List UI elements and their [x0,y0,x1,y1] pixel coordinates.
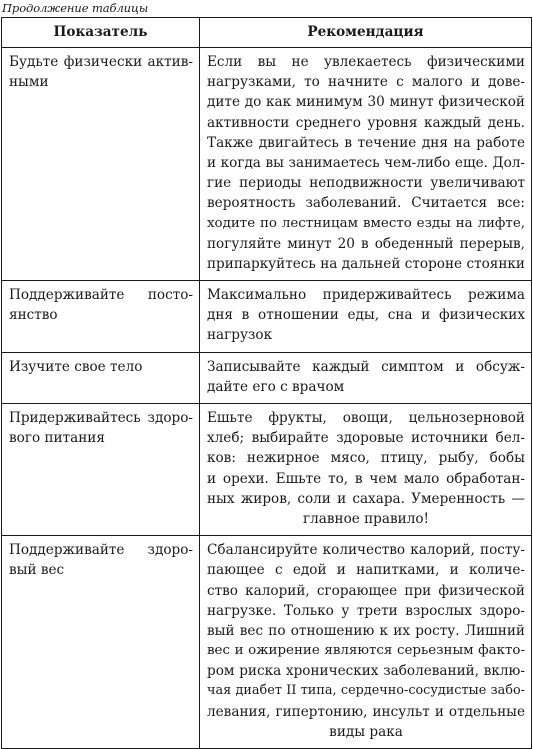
indicator-cell [2,281,200,353]
recommendation-line: гие периоды неподвижности увеличивают [207,175,525,192]
indicator-cell [2,404,200,536]
table-row [2,48,532,281]
recommendation-line: ных жиров, соли и сахара. Умеренность — [207,490,525,507]
recommendation-line: нагрузке. Только у трети взрослых здоро- [207,602,525,619]
indicator-line: Придерживайтесь здоро- [9,410,193,426]
recommendation-line: и орехи. Ешьте то, в чем мало обработан- [207,470,525,487]
table-header-row [2,18,532,48]
indicator-line: вый вес [9,562,65,579]
recommendation-line: Записывайте каждый симптом и обсуж- [207,358,525,375]
recommendation-cell [200,404,532,536]
recommendation-line: Также двигайтесь в течение дня на работе [207,134,525,151]
recommendation-line: вероятность заболеваний. Считается все: [207,195,525,212]
recommendation-line: ходите по лестницам вместо езды на лифте, [207,215,525,231]
indicator-line: Поддерживайте здоро- [9,542,193,559]
table-row [2,404,532,536]
indicator-cell [2,48,200,281]
recommendation-cell [200,281,532,353]
recommendations-table [1,17,532,749]
recommendation-line: активности среднего уровня каждый день. [207,114,525,131]
table-continuation-note: Продолжение таблицы [2,1,149,15]
recommendation-cell [200,352,532,403]
recommendation-line: Максимально придерживайтесь режима [207,287,525,304]
recommendation-line: дня в отношении еды, сна и физических [207,307,525,324]
table-row [2,281,532,353]
recommendation-line: вый вес по отношению к их росту. Лишний [207,622,525,639]
recommendation-cell [200,48,532,281]
recommendation-line: Сбалансируйте количество калорий, посту- [207,542,525,559]
column-header-indicator: Показатель [2,18,200,48]
indicator-line: Изучите свое тело [9,358,143,375]
table-row [2,352,532,403]
recommendation-line: Если вы не увлекаетесь физическими [207,54,525,70]
recommendation-line: погуляйте минут 20 в обеденный перерыв, [207,235,525,252]
recommendation-line: левания, гипертонию, инсульт и отдельные [207,703,525,720]
recommendation-line: ром риска хронических заболеваний, вклю- [207,663,525,680]
recommendation-line: главное правило! [303,510,429,527]
table-row [2,536,532,749]
recommendation-line: дайте его с врачом [207,378,345,395]
indicator-cell [2,536,200,749]
indicator-line: ными [9,74,49,91]
indicator-line: янство [9,307,58,324]
recommendation-line: Ешьте фрукты, овощи, цельнозерновой [207,410,525,426]
recommendation-line: чая диабет II типа, сердечно-сосудистые забо- [207,683,525,699]
indicator-line: Поддерживайте посто- [9,287,193,304]
recommendation-line: ков: нежирное мясо, птицу, рыбу, бобы [207,450,525,467]
recommendation-line: нагрузками, то начните с малого и дове- [207,74,525,91]
recommendation-line: ство калорий, сгорающее при физической [207,582,525,599]
recommendation-line: пающее с едой и напитками, и количе- [207,562,525,579]
recommendation-line: хлеб; выбирайте здоровые источники бел- [207,430,525,447]
indicator-line: Будьте физически актив- [9,54,193,70]
recommendation-line: виды рака [329,723,403,740]
recommendation-line: дите до как минимум 30 минут физической [207,94,525,111]
indicator-cell [2,352,200,403]
indicator-line: вого питания [9,430,105,447]
recommendation-line: и когда вы занимаетесь чем-либо еще. Дол- [207,154,525,171]
column-header-recommendation: Рекомендация [200,18,532,48]
recommendation-line: вес и ожирение являются серьезным факто- [207,643,525,659]
recommendation-line: нагрузок [207,327,273,344]
recommendation-cell [200,536,532,749]
recommendation-line: припаркуйтесь на дальней стороне стоянки [207,255,525,272]
